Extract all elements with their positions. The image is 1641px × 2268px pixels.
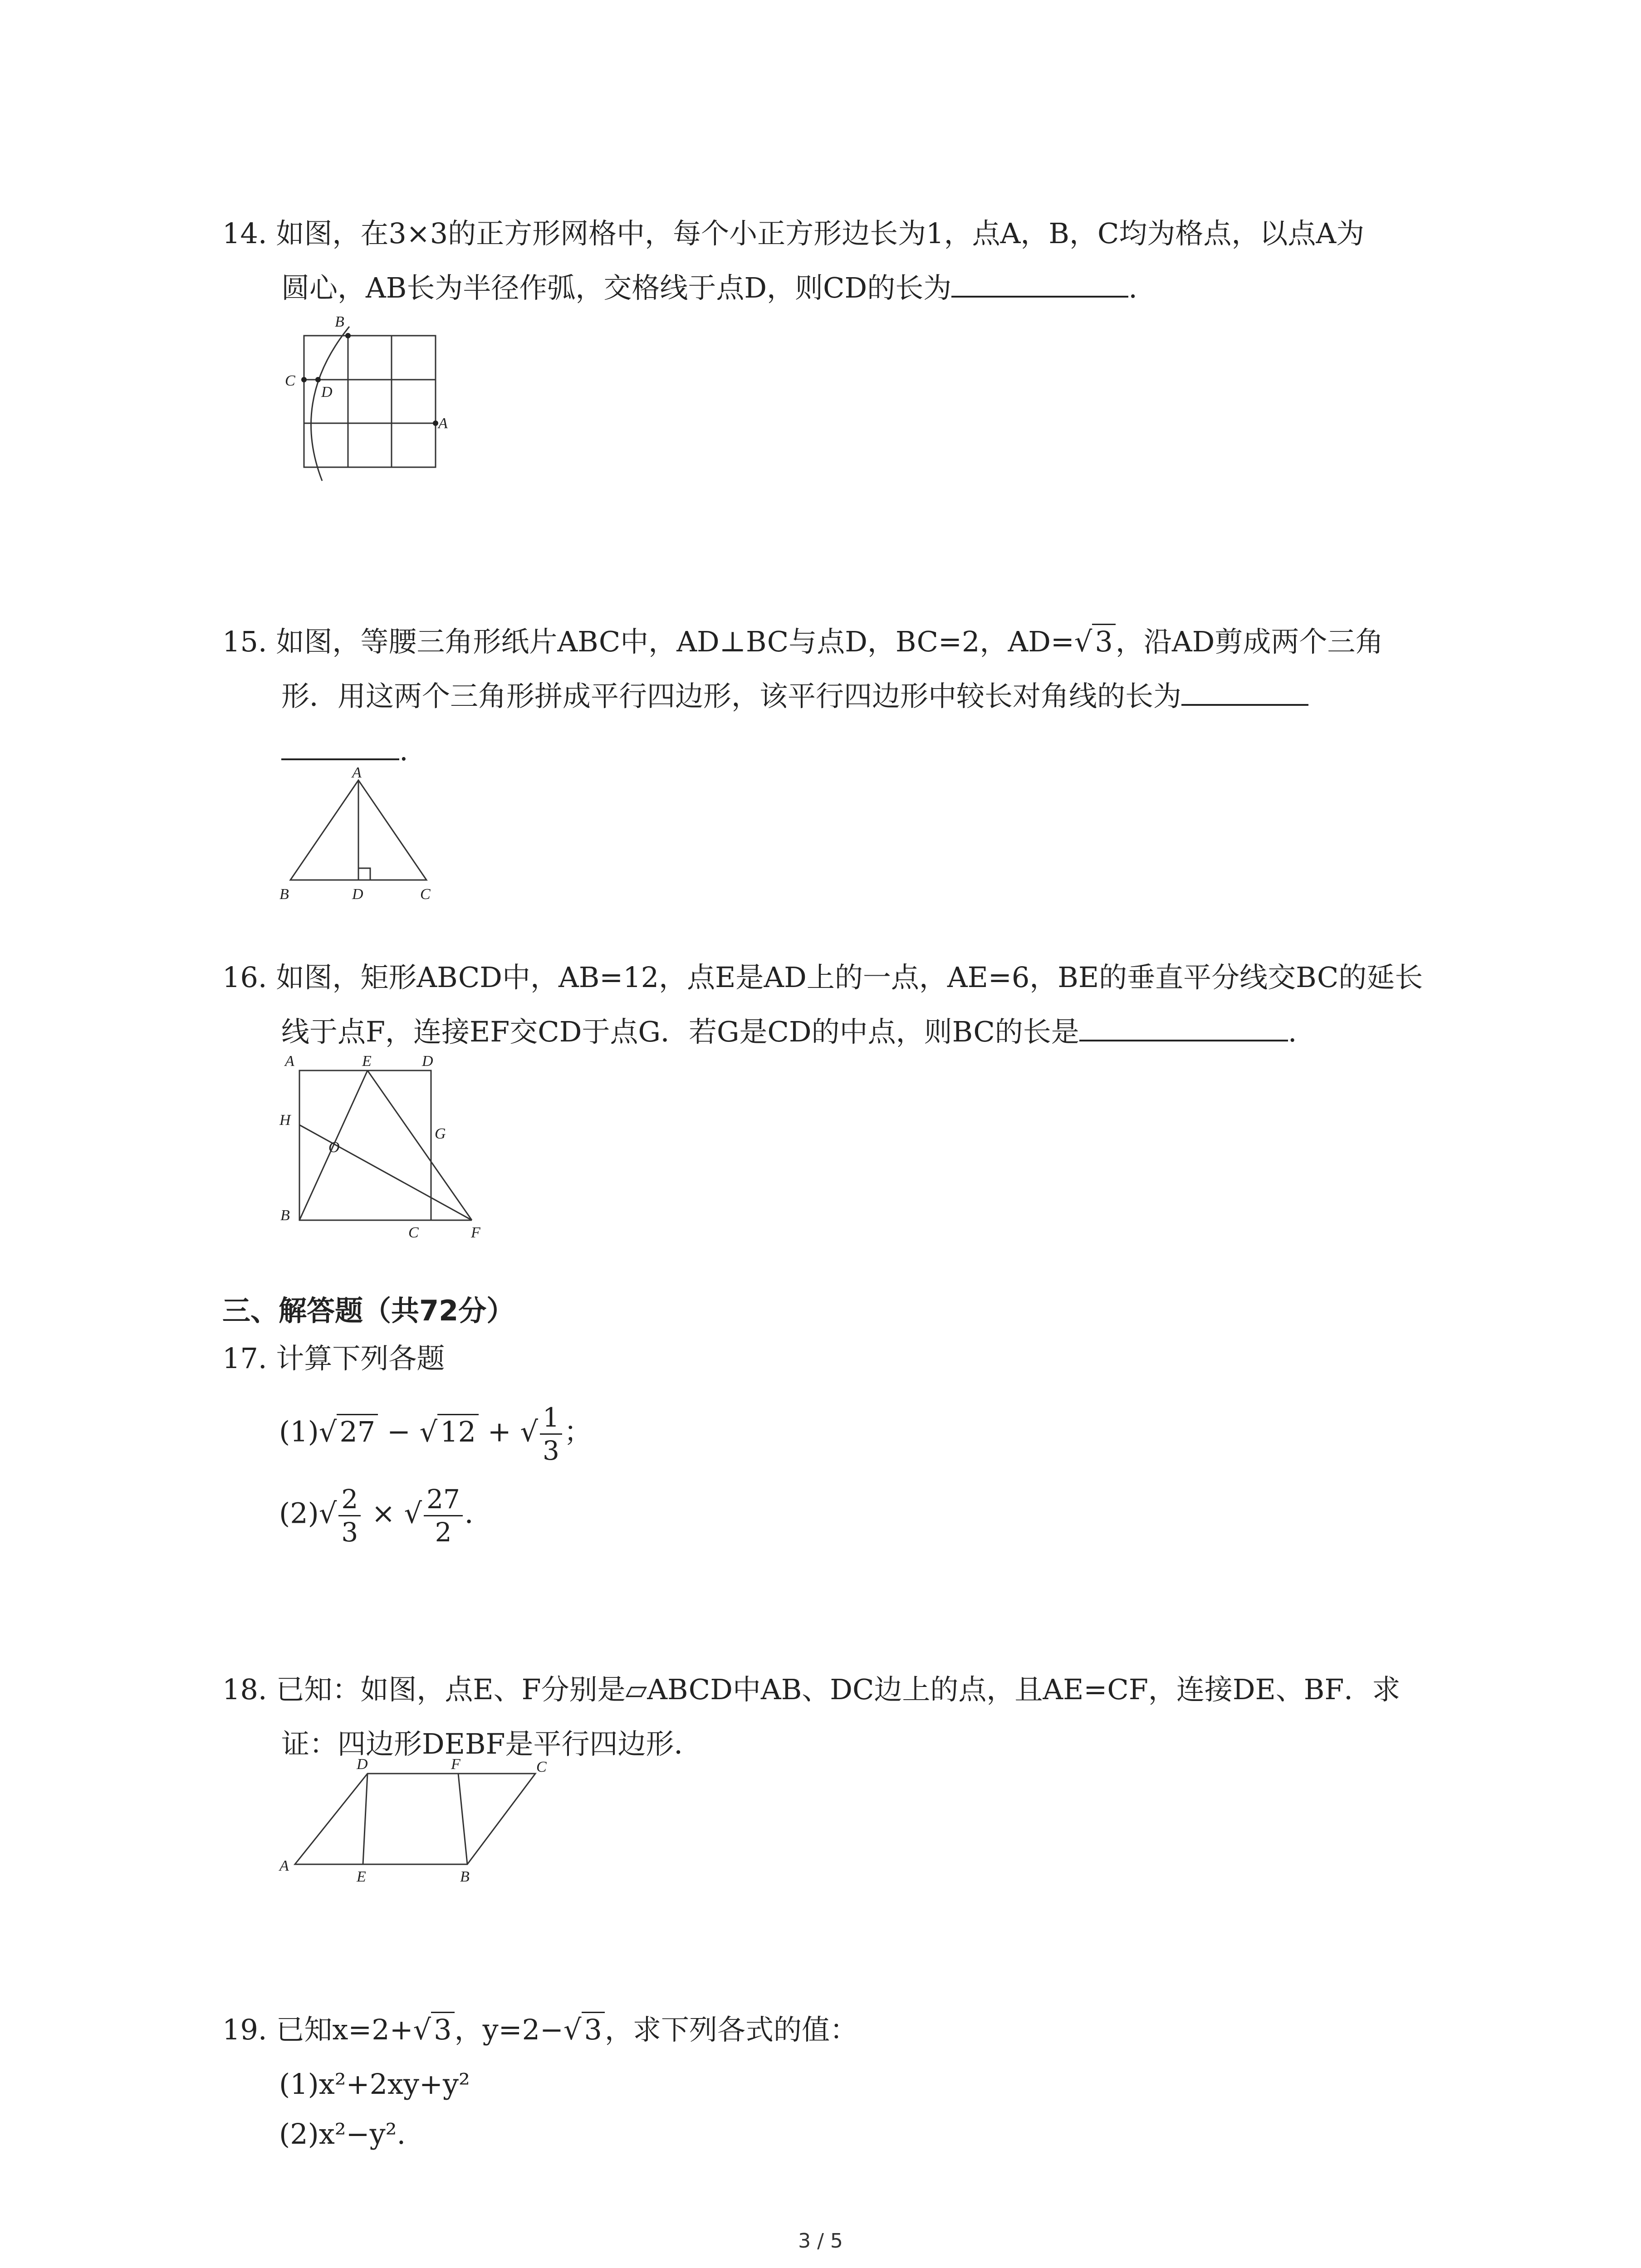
- q16-label-O: O: [328, 1139, 340, 1156]
- q17-part2: (2)√ $\frac{2}{3}$ × √ $\frac{27}{2}$ ．: [279, 1484, 493, 1548]
- q18-line1: 18. 已知：如图，点E、F分别是▱ABCD中AB、DC边上的点，且AE=CF，连接DE、BF．求: [222, 1673, 1401, 1706]
- q15-figure: [272, 764, 445, 903]
- q14-text-2: 圆心，AB长为半径作弧，交格线于点D，则CD的长为: [281, 271, 952, 304]
- q17-frac-1: $\frac{1}{3}$: [540, 1402, 562, 1466]
- q15-answer-blank-2[interactable]: [281, 730, 399, 760]
- q14-label-C: C: [285, 372, 295, 389]
- q18-label-F: F: [451, 1756, 460, 1773]
- q18-label-A: A: [279, 1857, 289, 1874]
- q16-label-E: E: [362, 1053, 372, 1070]
- q16-label-F: F: [471, 1224, 480, 1241]
- q15-label-C: C: [420, 886, 431, 903]
- q18-label-C: C: [536, 1759, 547, 1775]
- q15-sqrt: √3: [1074, 621, 1116, 662]
- q15-label-B: B: [279, 886, 289, 903]
- q14-line1: [222, 213, 1364, 254]
- q16-label-C: C: [408, 1224, 419, 1241]
- q14-line2: 圆心，AB长为半径作弧，交格线于点D，则CD的长为 .: [281, 268, 1137, 308]
- q18-label-B: B: [460, 1868, 470, 1885]
- q15-line3: .: [281, 730, 408, 771]
- q15-line2: 形．用这两个三角形拼成平行四边形，该平行四边形中较长对角线的长为: [281, 676, 1308, 717]
- q16-label-B: B: [280, 1207, 290, 1224]
- q16-answer-blank[interactable]: [1079, 1012, 1288, 1041]
- q16-line1: 16. 如图，矩形ABCD中，AB=12，点E是AD上的一点，AE=6，BE的垂直平分线交BC的延长: [222, 961, 1423, 994]
- q18-figure: [268, 1755, 585, 1885]
- q16-label-A: A: [285, 1053, 294, 1070]
- q14-label-B: B: [335, 313, 344, 330]
- q15-line1: 15. 如图，等腰三角形纸片ABC中，AD⊥BC与点D，BC=2，AD=√3，沿AD剪成两个三角: [222, 621, 1383, 662]
- q15-label-A: A: [352, 764, 362, 781]
- q17-part1: (1)√27 − √12 + √ $\frac{1}{3}$ ；: [279, 1402, 592, 1466]
- q18-line2: 证：四边形DEBF是平行四边形．: [281, 1727, 702, 1760]
- q18-label-E: E: [357, 1868, 366, 1885]
- page-number: 3 / 5: [798, 2229, 843, 2253]
- q16-label-D: D: [422, 1053, 433, 1070]
- q16-figure: [272, 1052, 499, 1243]
- section-heading: 三、解答题（共72分）: [222, 1294, 515, 1327]
- q17-frac-2: $\frac{2}{3}$: [338, 1483, 361, 1548]
- q18-label-D: D: [357, 1756, 368, 1773]
- q14-number: 14.: [222, 217, 267, 250]
- q14-answer-blank[interactable]: [951, 268, 1128, 298]
- q14-label-A: A: [438, 415, 448, 432]
- q14-text-1: 如图，在3×3的正方形网格中，每个小正方形边长为1，点A，B，C均为格点，以点A为: [276, 217, 1365, 250]
- q19-line1: 19. 已知x=2+√3，y=2−√3，求下列各式的值：: [222, 2009, 858, 2050]
- q15-answer-blank-1[interactable]: [1181, 676, 1308, 706]
- q14-label-D: D: [321, 384, 333, 401]
- q16-label-H: H: [279, 1112, 291, 1129]
- q16-label-G: G: [435, 1125, 446, 1142]
- q15-label-D: D: [352, 886, 363, 903]
- q16-line2: 线于点F，连接EF交CD于点G．若G是CD的中点，则BC的长是 .: [281, 1012, 1297, 1052]
- q17-frac-3: $\frac{27}{2}$: [424, 1483, 463, 1548]
- q14-figure: [272, 308, 463, 481]
- q17-title: 17. 计算下列各题: [222, 1342, 445, 1375]
- q19-part1: (1)x²+2xy+y²: [279, 2068, 470, 2101]
- q19-part2: (2)x²−y².: [279, 2117, 406, 2151]
